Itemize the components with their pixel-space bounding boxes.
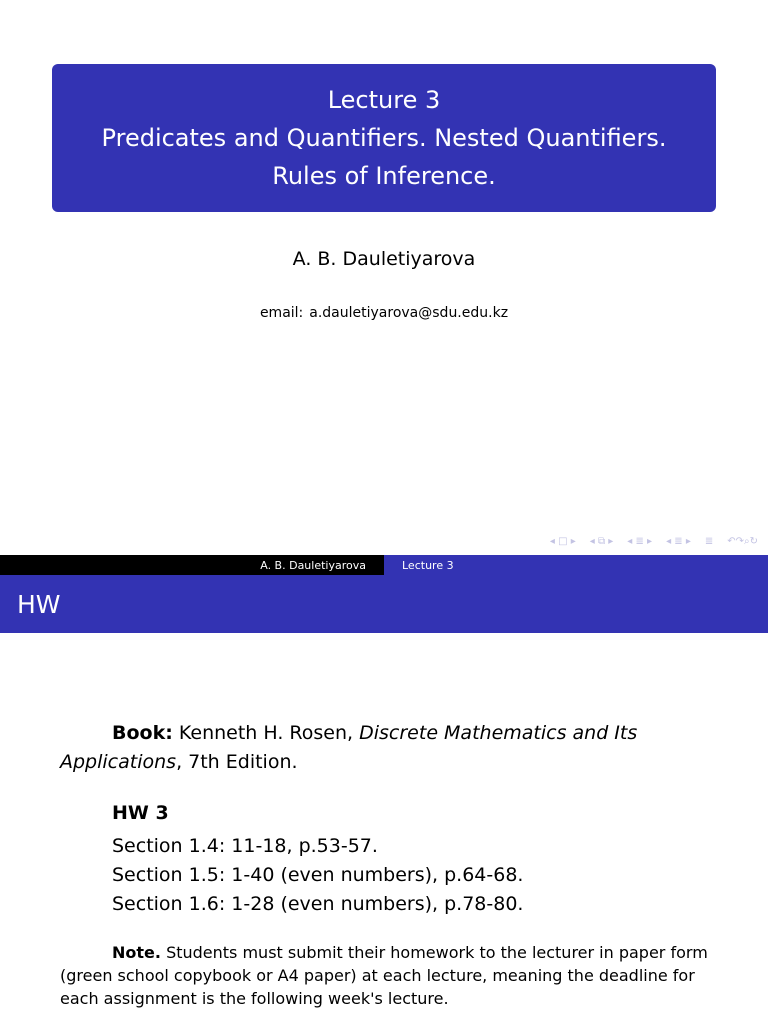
nav-subsection-icon[interactable]: ◂ ≣ ▸ [666,536,691,547]
book-author: Kenneth H. Rosen, [178,722,354,744]
nav-section-icon[interactable]: ◂ ≣ ▸ [627,536,653,547]
book-edition: , 7th Edition. [176,751,298,773]
frame-title-hw: HW [0,575,768,633]
note-text: Students must submit their homework to the lecturer in paper form (green school copybook or A4 paper) at each lecture, meaning the deadline for each assignment is the following week's lecture. [60,943,708,1008]
hw-section-item: Section 1.6: 1-28 (even numbers), p.78-80. [112,893,524,915]
book-title: Discrete Mathematics and Its Applications [60,722,638,773]
footline-author: A. B. Dauletiyarova [0,555,384,575]
book-label: Book: [112,722,173,744]
homework-note [60,941,710,1010]
email-line [0,305,768,321]
email-address[interactable]: a.dauletiyarova@sdu.edu.kz [309,305,509,321]
title-box [52,64,716,212]
title-line-1: Lecture 3 [327,86,441,114]
hw-section-item: Section 1.4: 11-18, p.53-57. [112,835,378,857]
nav-frame-icon[interactable]: ◂ ⧉ ▸ [589,536,614,547]
nav-align-icon[interactable]: ≣ [704,536,714,547]
title-line-2: Predicates and Quantifiers. Nested Quantifiers. [101,124,667,152]
email-label: email: [259,305,304,321]
note-label: Note. [112,943,161,962]
hw-heading: HW 3 [112,802,169,824]
footline-title: Lecture 3 [384,555,768,575]
nav-search-icon[interactable]: ↶↷⌕↻ [727,536,758,547]
title-line-3: Rules of Inference. [272,162,496,190]
nav-slide-icon[interactable]: ◂ □ ▸ [549,536,576,547]
author-name: A. B. Dauletiyarova [292,248,476,270]
book-reference [60,719,700,777]
beamer-navigation-bar [548,536,760,547]
hw-section-item: Section 1.5: 1-40 (even numbers), p.64-68. [112,864,524,886]
hw-slide-body [0,633,768,1024]
footline [0,555,768,575]
hw-sections-list [112,832,523,919]
